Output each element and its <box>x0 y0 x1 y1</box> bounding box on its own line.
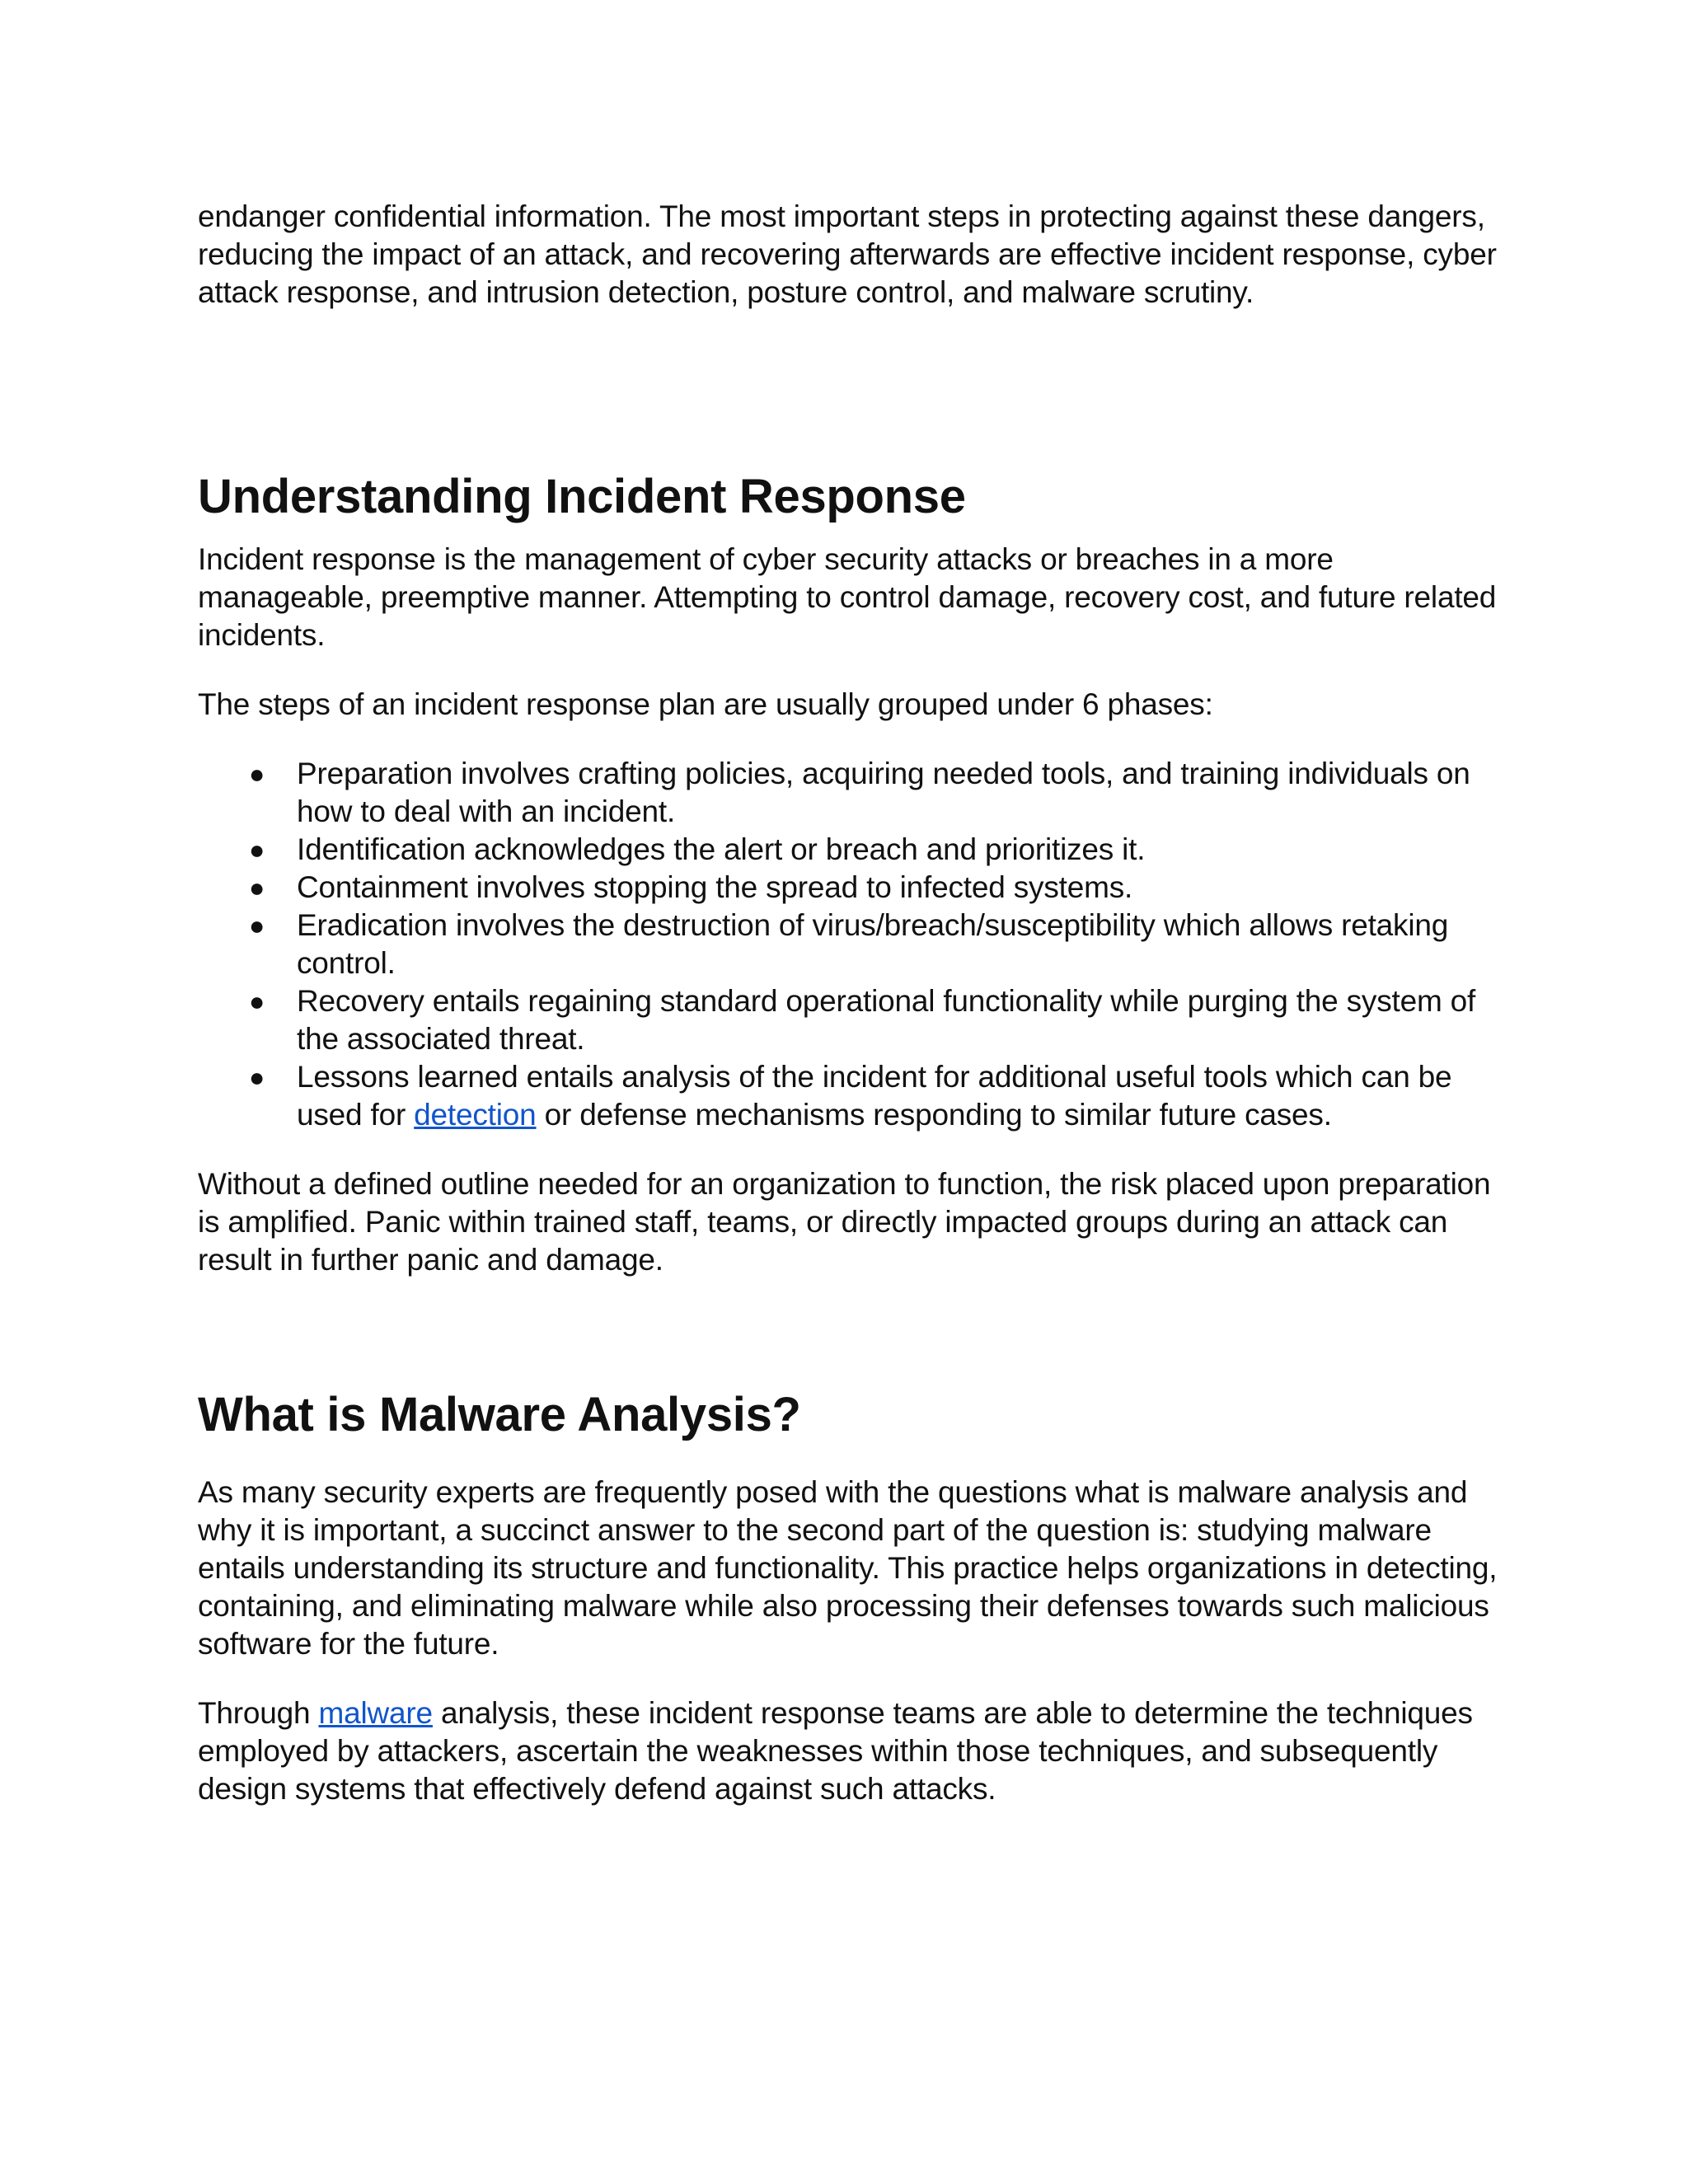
list-item <box>198 907 1500 982</box>
incident-paragraph-3: Without a defined outline needed for an organization to function, the risk placed upon preparation is amplified. Panic within trained staff, teams, or directly impacted groups during an attack can result in further panic and damage. <box>198 1167 1491 1277</box>
list-item-text: Eradication involves the destruction of virus/breach/susceptibility which allows retaking control. <box>297 908 1449 980</box>
bullet-icon: ● <box>249 759 265 789</box>
list-item <box>198 755 1500 831</box>
malware-paragraph-1: As many security experts are frequently posed with the questions what is malware analysis and why it is important, a succinct answer to the second part of the question is: studying malware entails understanding its structure and functionality. This practice helps organizations in detecting, containing, and eliminating malware while also processing their defenses towards such malicious software for the future. <box>198 1475 1498 1661</box>
list-item-text: Identification acknowledges the alert or breach and prioritizes it. <box>297 832 1146 866</box>
bullet-icon: ● <box>249 835 265 865</box>
malware-paragraph-2 <box>198 1694 1500 1808</box>
incident-paragraph-1: Incident response is the management of cyber security attacks or breaches in a more manageable, preemptive manner. Attempting to control damage, recovery cost, and future related incidents. <box>198 542 1497 652</box>
bullet-icon: ● <box>249 1062 265 1092</box>
list-item <box>198 982 1500 1058</box>
bullet-icon: ● <box>249 987 265 1016</box>
malware-paragraph-2-after: analysis, these incident response teams are able to determine the techniques employed by attackers, ascertain the weaknesses within those techniques, and subsequently design systems that effectively defend against such attacks. <box>198 1696 1473 1806</box>
malware-paragraph-2-before: Through <box>198 1696 319 1730</box>
malware-link[interactable]: malware <box>318 1696 433 1730</box>
heading-malware-analysis: What is Malware Analysis? <box>198 1388 801 1441</box>
phases-list <box>198 755 1500 1134</box>
heading-incident-response: Understanding Incident Response <box>198 470 966 523</box>
list-item-text-after: or defense mechanisms responding to similar future cases. <box>536 1098 1332 1132</box>
list-item-text: Recovery entails regaining standard operational functionality while purging the system of the associated threat. <box>297 984 1476 1056</box>
list-item <box>198 1058 1500 1134</box>
list-item-text: Preparation involves crafting policies, acquiring needed tools, and training individuals on how to deal with an incident. <box>297 757 1470 828</box>
bullet-icon: ● <box>249 873 265 902</box>
list-item-text: Containment involves stopping the spread to infected systems. <box>297 870 1133 904</box>
detection-link[interactable]: detection <box>414 1098 537 1132</box>
list-item-text-before: Lessons learned entails analysis of the incident for additional useful tools which can be used for <box>297 1060 1452 1132</box>
intro-paragraph: endanger confidential information. The most important steps in protecting against these dangers, reducing the impact of an attack, and recovering afterwards are effective incident response, cyber attack response, and intrusion detection, posture control, and malware scrutiny. <box>198 199 1497 309</box>
bullet-icon: ● <box>249 911 265 940</box>
document-page <box>198 198 1500 1808</box>
list-item <box>198 869 1500 907</box>
incident-paragraph-2: The steps of an incident response plan are usually grouped under 6 phases: <box>198 687 1213 721</box>
list-item <box>198 831 1500 869</box>
